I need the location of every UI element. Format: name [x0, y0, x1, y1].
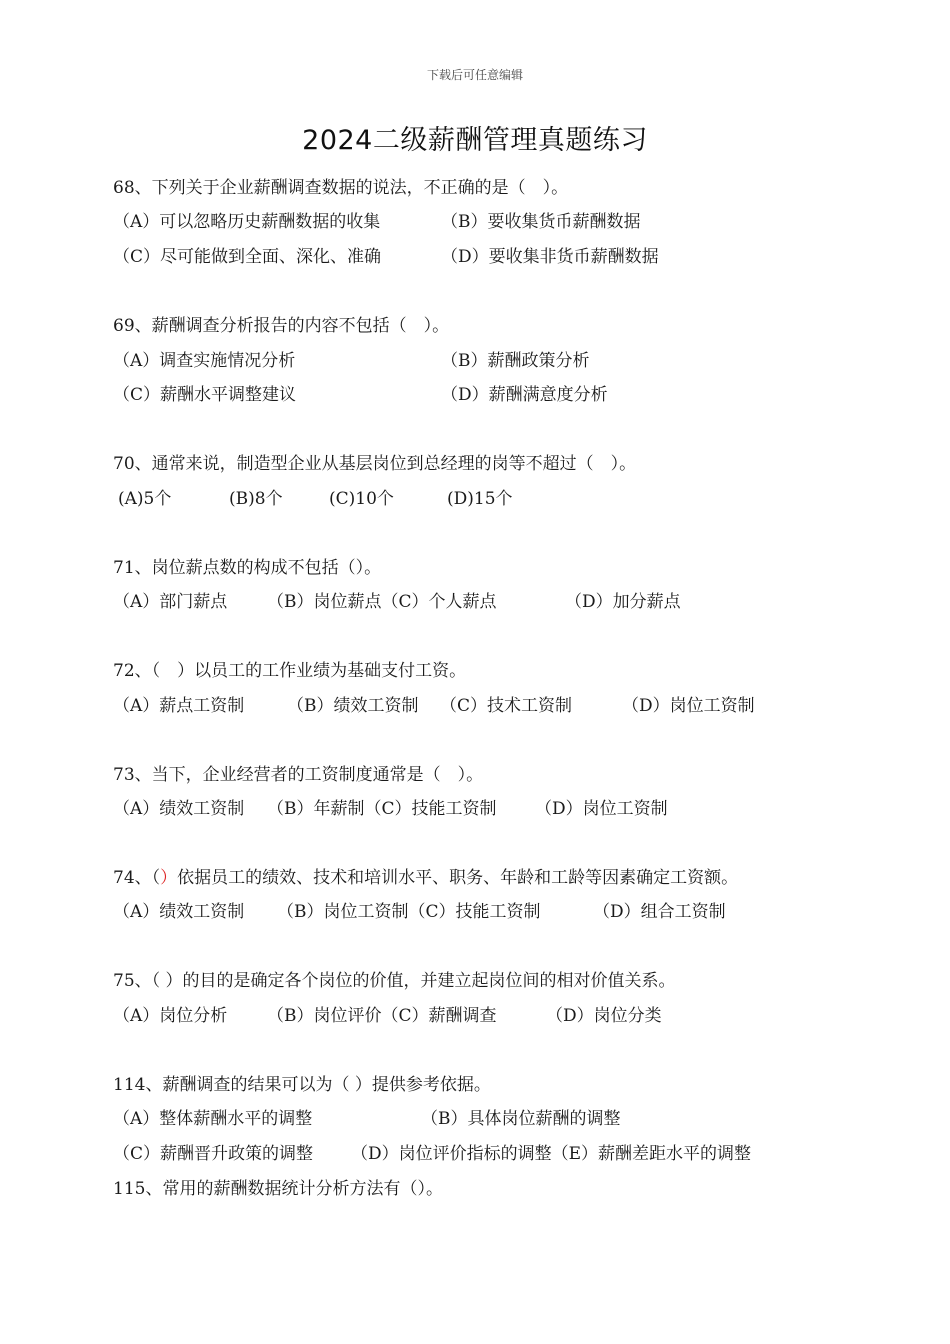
question-70-stem: 70、通常来说，制造型企业从基层岗位到总经理的岗等不超过（ ）。	[113, 454, 637, 474]
question-73-option-d: （D）岗位工资制	[535, 799, 668, 819]
question-72-option-d: （D）岗位工资制	[622, 696, 755, 716]
question-74-stem-paren: ）	[160, 868, 178, 888]
question-71-stem: 71、岗位薪点数的构成不包括（）。	[113, 558, 382, 578]
document-title: 2024二级薪酬管理真题练习	[302, 125, 648, 156]
header-note: 下载后可任意编辑	[426, 68, 523, 82]
question-114-option-b: （B）具体岗位薪酬的调整	[421, 1109, 621, 1129]
question-73-option-bc: （B）年薪制（C）技能工资制	[267, 799, 497, 819]
question-73-stem: 73、当下，企业经营者的工资制度通常是（ ）。	[113, 765, 484, 785]
question-75-option-bc: （B）岗位评价（C）薪酬调查	[267, 1006, 497, 1026]
question-71-option-a: （A）部门薪点	[113, 592, 228, 612]
question-73-option-a: （A）绩效工资制	[113, 799, 245, 819]
question-75-option-d: （D）岗位分类	[546, 1006, 662, 1026]
question-68-option-a: （A）可以忽略历史薪酬数据的收集	[113, 212, 381, 232]
question-68-option-c: （C）尽可能做到全面、深化、准确	[113, 247, 382, 267]
question-70-option-b: (B)8个	[229, 489, 283, 509]
question-69-option-b: （B）薪酬政策分析	[441, 351, 590, 371]
question-72-stem: 72、（ ）以员工的工作业绩为基础支付工资。	[113, 661, 467, 681]
question-70-option-a: (A)5个	[118, 489, 172, 509]
question-114-option-a: （A）整体薪酬水平的调整	[113, 1109, 313, 1129]
question-75-option-a: （A）岗位分析	[113, 1006, 228, 1026]
question-114-option-de: （D）岗位评价指标的调整（E）薪酬差距水平的调整	[351, 1144, 752, 1164]
question-72-option-b: （B）绩效工资制	[287, 696, 419, 716]
question-69-option-c: （C）薪酬水平调整建议	[113, 385, 297, 405]
question-115-stem: 115、常用的薪酬数据统计分析方法有（）。	[113, 1179, 443, 1199]
question-68-stem: 68、下列关于企业薪酬调查数据的说法，不正确的是（ ）。	[113, 178, 569, 198]
question-114-stem: 114、薪酬调查的结果可以为（ ）提供参考依据。	[113, 1075, 491, 1095]
question-70-option-d: (D)15个	[447, 489, 513, 509]
question-72-option-c: （C）技术工资制	[440, 696, 573, 716]
question-74-stem-prefix: 74、（	[113, 868, 161, 888]
question-74-option-a: （A）绩效工资制	[113, 902, 245, 922]
question-74-stem-text: 依据员工的绩效、技术和培训水平、职务、年龄和工龄等因素确定工资额。	[177, 868, 739, 888]
question-72-option-a: （A）薪点工资制	[113, 696, 245, 716]
question-68-option-b: （B）要收集货币薪酬数据	[441, 212, 641, 232]
question-74-stem	[113, 867, 738, 889]
question-69-stem: 69、薪酬调查分析报告的内容不包括（ ）。	[113, 316, 450, 336]
question-74-option-d: （D）组合工资制	[593, 902, 726, 922]
question-69-option-a: （A）调查实施情况分析	[113, 351, 296, 371]
question-71-option-bc: （B）岗位薪点（C）个人薪点	[267, 592, 497, 612]
question-75-stem: 75、（ ）的目的是确定各个岗位的价值，并建立起岗位间的相对价值关系。	[113, 971, 676, 991]
question-68-option-d: （D）要收集非货币薪酬数据	[441, 247, 659, 267]
question-74-option-bc: （B）岗位工资制（C）技能工资制	[277, 902, 541, 922]
question-70-option-c: (C)10个	[329, 489, 394, 509]
question-71-option-d: （D）加分薪点	[565, 592, 681, 612]
question-114-option-c: （C）薪酬晋升政策的调整	[113, 1144, 314, 1164]
question-69-option-d: （D）薪酬满意度分析	[441, 385, 608, 405]
